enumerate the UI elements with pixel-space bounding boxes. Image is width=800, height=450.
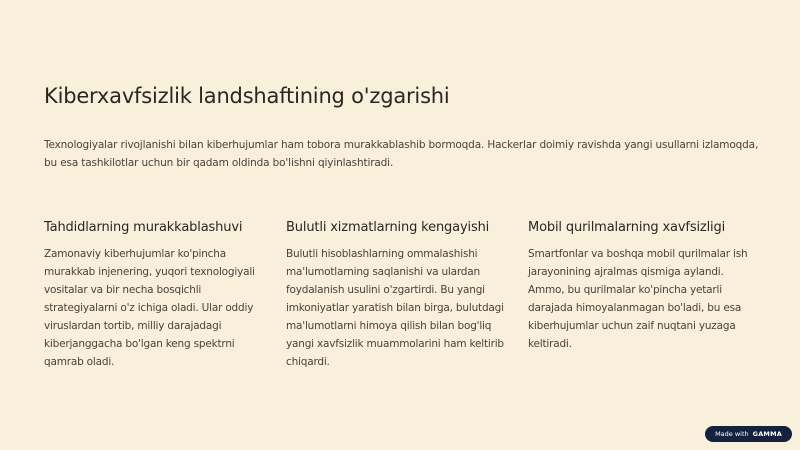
slide-intro: Texnologiyalar rivojlanishi bilan kiberhujumlar ham tobora murakkablashib bormoqda. Hackerlar doimiy ravishda yangi usullarni izlamoqda, bu esa tashkilotlar uchun bir qadam oldinda bo'lishni qiyinlashtiradi. (44, 139, 759, 169)
made-with-gamma-badge[interactable] (705, 426, 792, 442)
column-heading: Tahdidlarning murakkablashuvi (44, 220, 243, 235)
column-mobile-security (528, 220, 750, 353)
column-body: Smartfonlar va boshqa mobil qurilmalar ish jarayonining ajralmas qismiga aylandi. Ammo, bu qurilmalar ko'pincha yetarli darajada himoyalanmagan bo'ladi, bu esa kiberhujumlar uchun zaif nuqtani yuzaga keltiradi. (528, 248, 748, 350)
badge-brand: GAMMA (752, 430, 782, 438)
badge-prefix: Made with (715, 430, 749, 438)
column-heading: Mobil qurilmalarning xavfsizligi (528, 220, 726, 235)
column-heading: Bulutli xizmatlarning kengayishi (286, 220, 490, 235)
column-body: Zamonaviy kiberhujumlar ko'pincha murakkab injenering, yuqori texnologiyali vositalar va bir necha bosqichli strategiyalarni o'z ichiga oladi. Ular oddiy viruslardan tortib, milliy darajadagi kiberjanggacha bo'lgan keng spektrni qamrab oladi. (44, 248, 255, 368)
columns (44, 220, 764, 380)
column-cloud-services (286, 220, 508, 371)
column-body: Bulutli hisoblashlarning ommalashishi ma'lumotlarning saqlanishi va ulardan foydalanish usulini o'zgartirdi. Bu yangi imkoniyatlar yaratish bilan birga, bulutdagi ma'lumotlarni himoya qilish bilan bog'liq yangi xavfsizlik muammolarini ham keltirib chiqardi. (286, 248, 504, 368)
slide-title: Kiberxavfsizlik landshaftining o'zgarishi (44, 84, 450, 108)
column-threat-complexity (44, 220, 266, 371)
